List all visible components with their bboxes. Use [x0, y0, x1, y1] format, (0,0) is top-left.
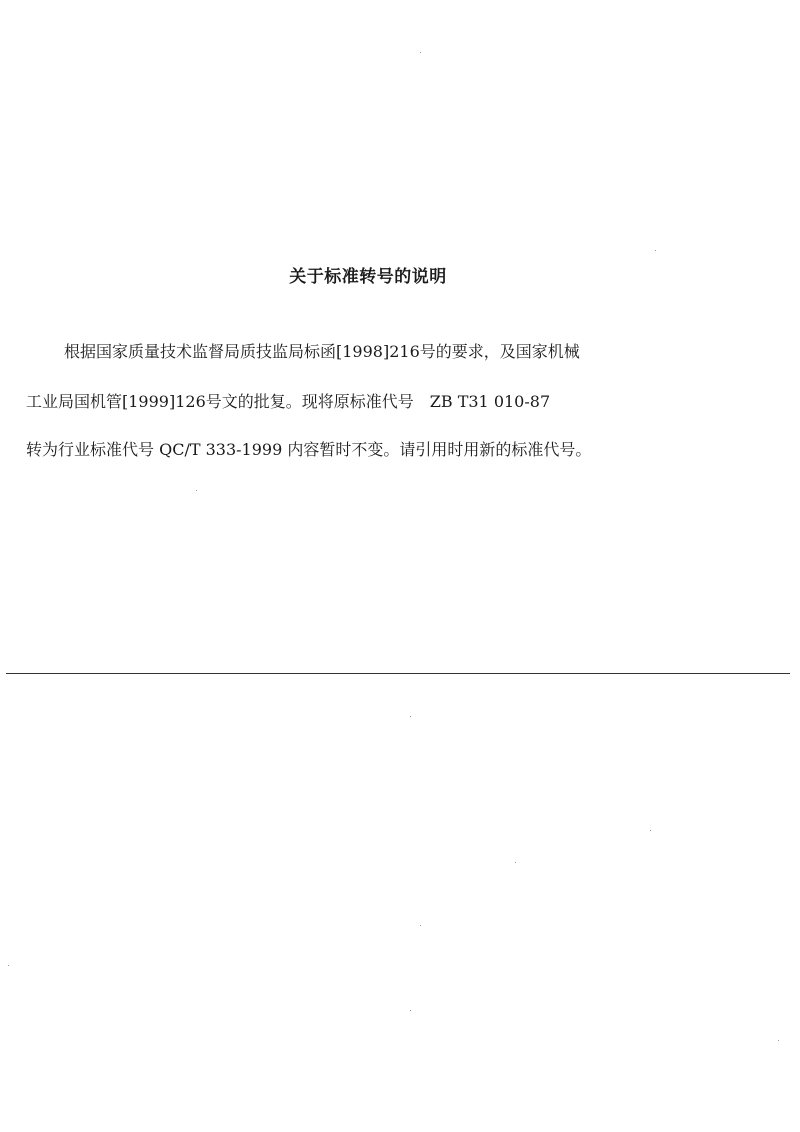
- scan-speck: [420, 52, 421, 53]
- scan-speck: [515, 862, 516, 863]
- scan-speck: [655, 250, 656, 251]
- paragraph-line-2: 工业局国机管[1999]126号文的批复。现将原标准代号 ZB T31 010-87: [26, 392, 551, 411]
- scan-speck: [650, 830, 651, 831]
- paragraph-line-3: 转为行业标准代号 QC/T 333-1999 内容暂时不变。请引用时用新的标准代号。: [26, 440, 592, 459]
- scan-speck: [778, 1040, 779, 1041]
- scan-speck: [196, 490, 197, 491]
- scan-speck: [420, 925, 421, 926]
- scan-speck: [410, 1010, 411, 1011]
- scan-speck: [8, 965, 9, 966]
- scan-speck: [410, 716, 411, 717]
- paragraph-line-1: 根据国家质量技术监督局质技监局标函[1998]216号的要求，及国家机械: [64, 342, 580, 361]
- document-title: 关于标准转号的说明: [289, 267, 447, 287]
- horizontal-divider: [6, 673, 790, 674]
